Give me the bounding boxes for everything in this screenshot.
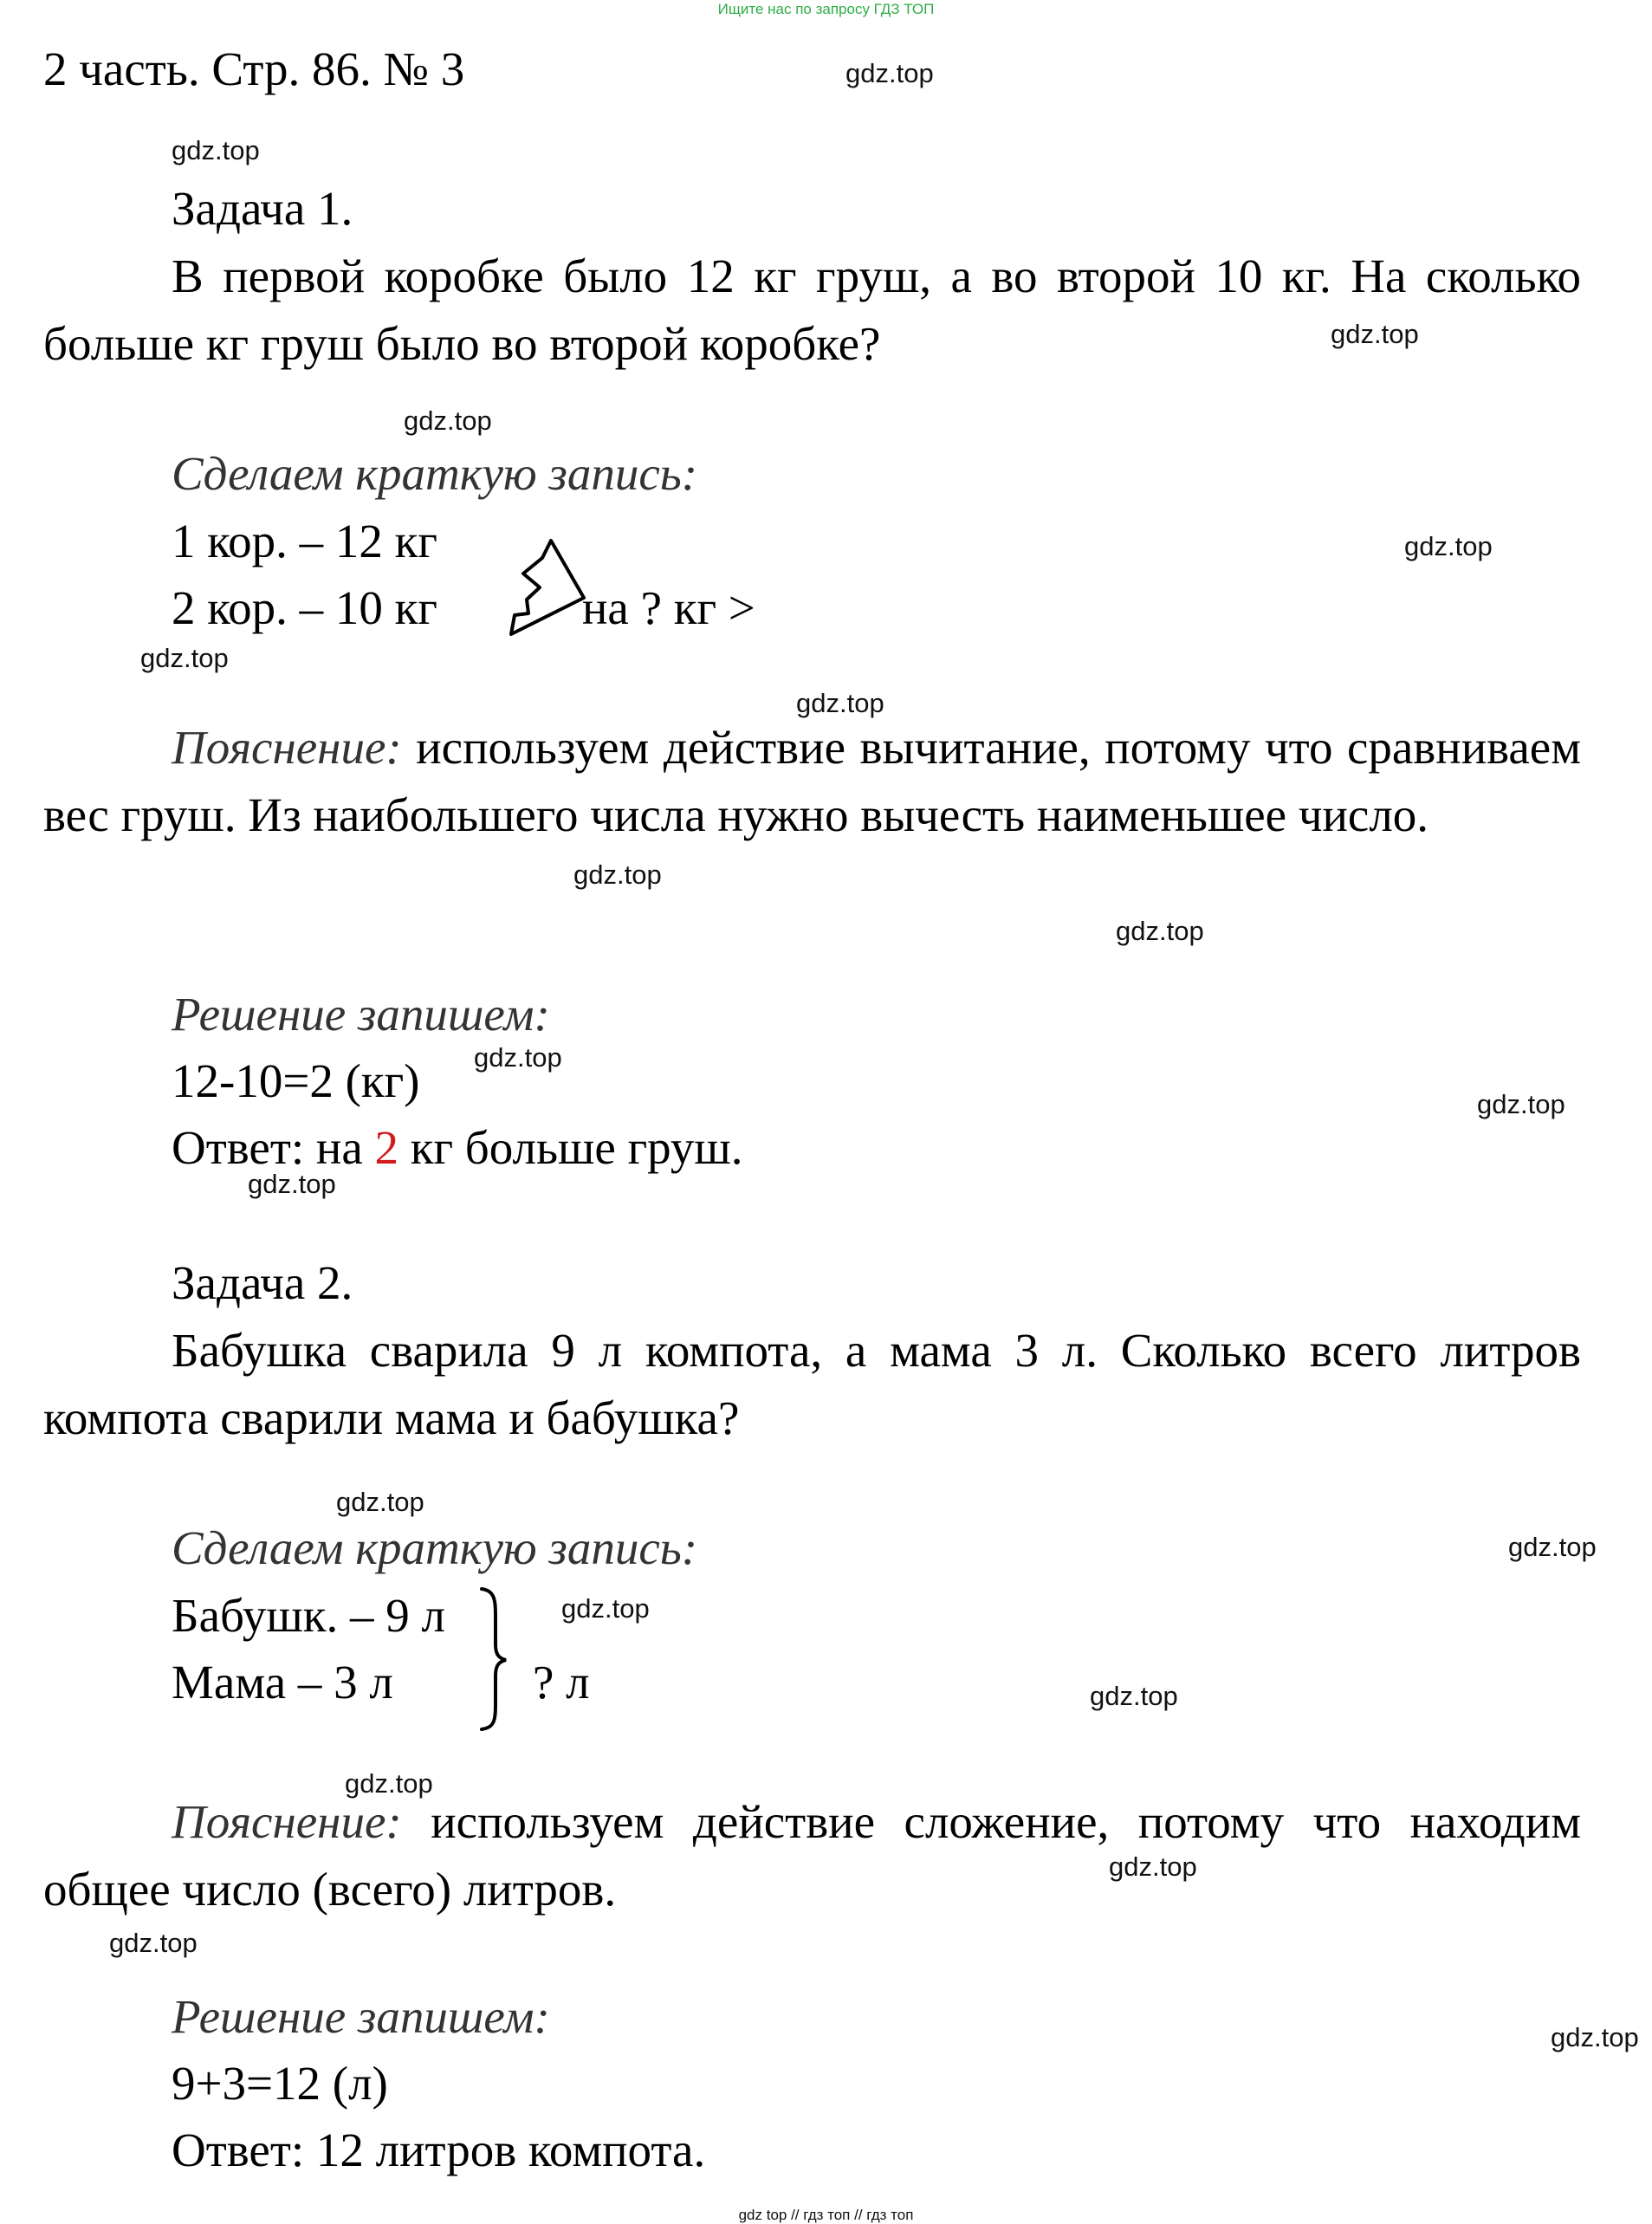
task2-explain-label: Пояснение: xyxy=(172,1795,402,1848)
top-search-note: Ищите нас по запросу ГДЗ ТОП xyxy=(717,1,935,17)
watermark: gdz.top xyxy=(404,405,492,436)
watermark: gdz.top xyxy=(1508,1532,1597,1562)
watermark: gdz.top xyxy=(561,1593,650,1624)
task2-row2: Мама – 3 л xyxy=(172,1656,393,1709)
watermark: gdz.top xyxy=(1477,1089,1565,1119)
watermark: gdz.top xyxy=(172,135,260,165)
zigzag-arrow-icon xyxy=(501,537,587,637)
watermark: gdz.top xyxy=(573,859,662,890)
task1-title: Задача 1. xyxy=(172,182,353,235)
watermark: gdz.top xyxy=(336,1487,424,1517)
page-header: 2 часть. Стр. 86. № 3 xyxy=(43,42,465,95)
task2-question: ? л xyxy=(533,1656,590,1709)
task1-text-body: В первой коробке было 12 кг груш, а во второй 10 кг. На сколько больше кг груш было во второй коробке? xyxy=(43,250,1581,370)
watermark: gdz.top xyxy=(345,1768,433,1799)
footer-links: gdz top // гдз топ // гдз топ xyxy=(738,2207,914,2223)
task1-explain-text: используем действие вычитание, потому что сравниваем вес груш. Из наибольшего числа нужно вычесть наименьшее число. xyxy=(43,721,1582,841)
task2-explanation xyxy=(43,1788,1581,1923)
task2-solution-heading: Решение запишем: xyxy=(172,1990,550,2043)
task1-solution-heading: Решение запишем: xyxy=(172,988,550,1041)
watermark: gdz.top xyxy=(474,1042,562,1073)
watermark: gdz.top xyxy=(845,58,934,88)
task2-answer: Ответ: 12 литров компота. xyxy=(172,2123,706,2176)
watermark: gdz.top xyxy=(1109,1851,1197,1882)
task1-question: на ? кг > xyxy=(582,581,755,634)
watermark: gdz.top xyxy=(1551,2022,1639,2052)
watermark: gdz.top xyxy=(140,643,229,673)
task1-answer-value: 2 xyxy=(374,1121,398,1174)
task1-answer xyxy=(172,1121,743,1174)
watermark: gdz.top xyxy=(1090,1681,1178,1711)
watermark: gdz.top xyxy=(248,1169,336,1199)
task1-explanation xyxy=(43,714,1581,849)
task2-short-heading: Сделаем краткую запись: xyxy=(172,1521,698,1574)
task1-solution: 12-10=2 (кг) xyxy=(172,1054,420,1107)
task2-text-body: Бабушка сварила 9 л компота, а мама 3 л. Сколько всего литров компота сварили мама и бабушка? xyxy=(43,1324,1581,1444)
task2-solution: 9+3=12 (л) xyxy=(172,2057,388,2110)
task1-answer-prefix: Ответ: на xyxy=(172,1121,363,1174)
watermark: gdz.top xyxy=(1404,531,1493,561)
task1-text xyxy=(43,243,1581,378)
task1-short-heading: Сделаем краткую запись: xyxy=(172,447,698,500)
task1-explain-label: Пояснение: xyxy=(172,721,402,774)
task2-text xyxy=(43,1317,1581,1452)
watermark: gdz.top xyxy=(796,688,884,718)
curly-brace-icon xyxy=(475,1585,509,1733)
watermark: gdz.top xyxy=(1116,916,1204,946)
watermark: gdz.top xyxy=(109,1928,198,1958)
task2-title: Задача 2. xyxy=(172,1256,353,1309)
task2-row1: Бабушк. – 9 л xyxy=(172,1589,445,1642)
task1-row1: 1 кор. – 12 кг xyxy=(172,515,437,567)
task2-explain-text: используем действие сложение, потому что находим общее число (всего) литров. xyxy=(43,1795,1582,1916)
task1-row2: 2 кор. – 10 кг xyxy=(172,581,437,634)
task1-answer-suffix: кг больше груш. xyxy=(410,1121,743,1174)
watermark: gdz.top xyxy=(1331,319,1419,349)
